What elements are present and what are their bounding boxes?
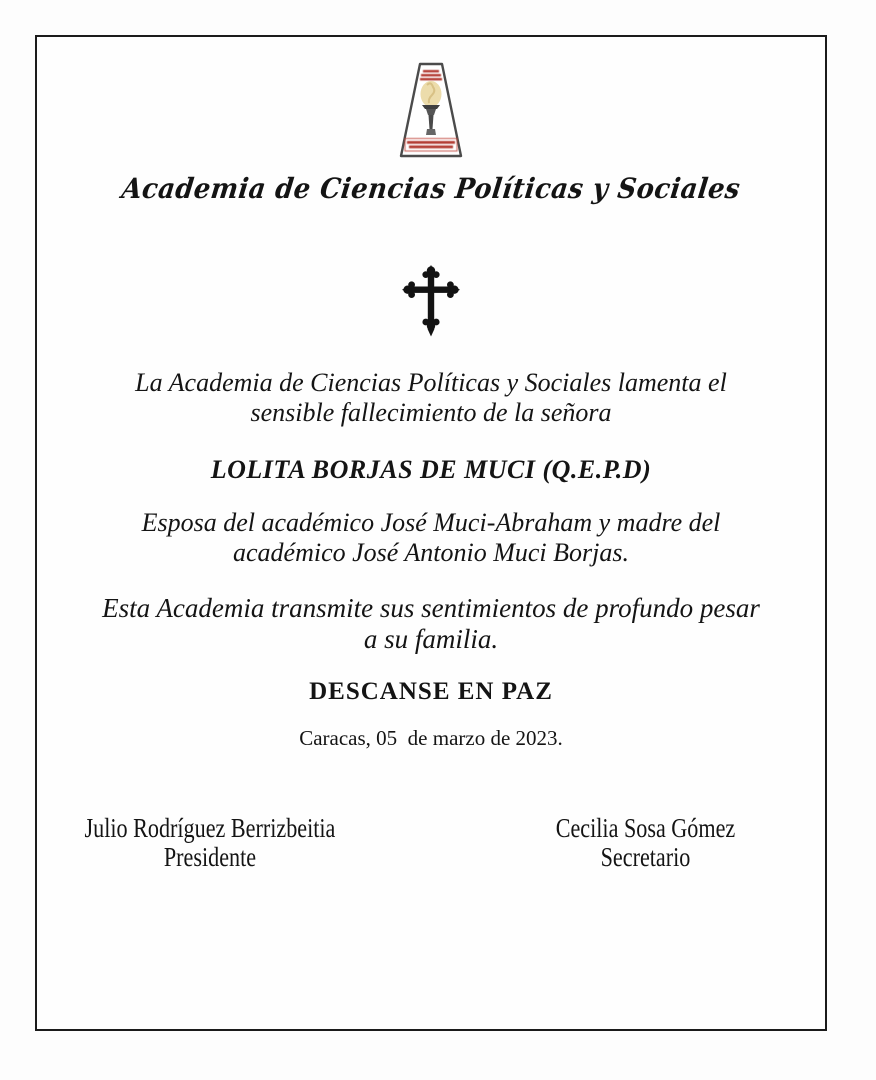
relation-paragraph: [142, 508, 721, 568]
relation-line-1: Esposa del académico José Muci-Abraham y madre del: [141, 508, 721, 537]
rest-in-peace-text: DESCANSE EN PAZ: [309, 678, 553, 705]
academy-emblem-icon: [397, 61, 465, 166]
organization-title: Academia de Ciencias Políticas y Sociales: [119, 172, 743, 205]
signature-name: Julio Rodríguez Berrizbeitia: [84, 813, 336, 843]
memorial-cross-icon: [402, 265, 460, 342]
intro-line-2: sensible fallecimiento de la señora: [250, 398, 612, 427]
signature-row: [37, 814, 825, 872]
memorial-notice-sheet: [35, 35, 827, 1031]
intro-paragraph: [135, 368, 727, 428]
condolence-paragraph: [102, 593, 760, 655]
relation-line-2: académico José Antonio Muci Borjas.: [233, 538, 629, 567]
signature-title: Presidente: [163, 842, 257, 872]
emblem-top-text-lines: [420, 70, 442, 80]
signature-name: Cecilia Sosa Gómez: [555, 813, 736, 843]
dateline: Caracas, 05 de marzo de 2023.: [299, 726, 563, 750]
deceased-name: LOLITA BORJAS DE MUCI (Q.E.P.D): [210, 455, 652, 484]
intro-line-1: La Academia de Ciencias Políticas y Sociales lamenta el: [135, 368, 727, 397]
signature-block-president: [85, 814, 336, 872]
condolence-line-1: Esta Academia transmite sus sentimientos de profundo pesar: [102, 593, 760, 623]
signature-block-secretary: [556, 814, 736, 872]
signature-title: Secretario: [600, 842, 691, 872]
condolence-line-2: a su familia.: [363, 624, 499, 654]
